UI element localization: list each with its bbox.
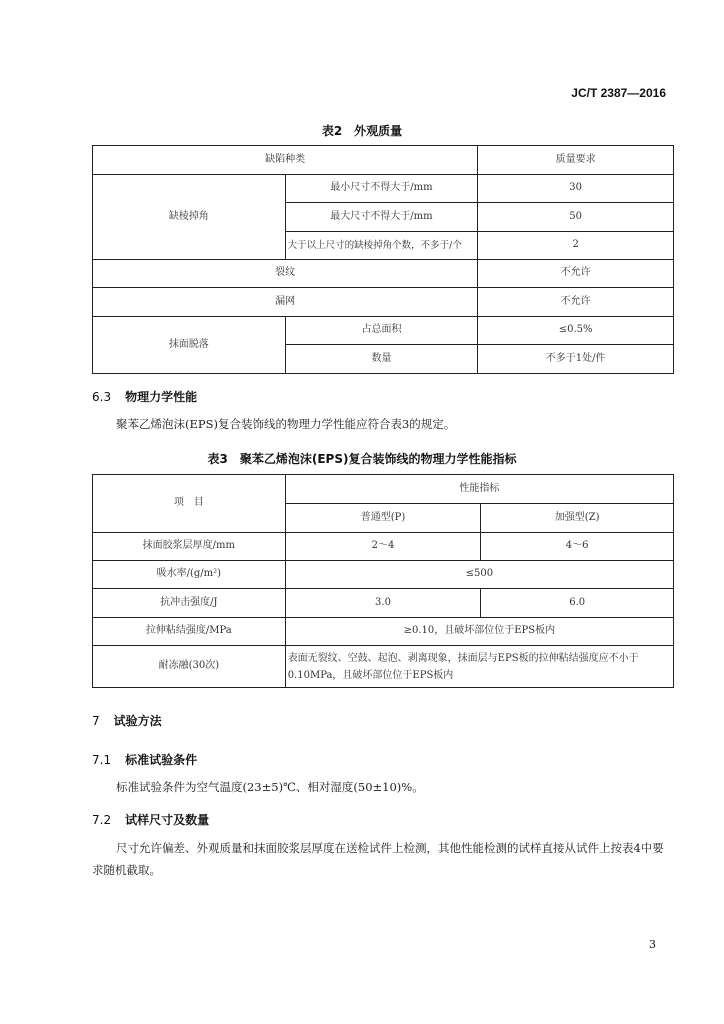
table-cell: ≥0.10，且破坏部位位于EPS板内 <box>285 618 673 646</box>
table-cell: ≤0.5% <box>478 317 674 345</box>
table-cell: 4～6 <box>481 533 674 561</box>
paragraph-7-2: 尺寸允许偏差、外观质量和抹面胶浆层厚度在送检试件上检测，其他性能检测的试样直接从试件上按表4中要求随机截取。 <box>92 841 664 877</box>
section-title: 物理力学性能 <box>125 390 198 404</box>
table-cell: 漏网 <box>93 288 478 317</box>
table-cell: 大于以上尺寸的缺棱掉角个数，不多于/个 <box>285 232 478 260</box>
table-cell: 缺棱掉角 <box>93 175 286 260</box>
table-header-cell: 项 目 <box>93 475 286 533</box>
table-header-cell: 普通型(P) <box>285 504 481 533</box>
table-cell: 2～4 <box>285 533 481 561</box>
table-cell: 最小尺寸不得大于/mm <box>285 175 478 203</box>
table-row <box>93 646 674 688</box>
table2-caption: 表2 外观质量 <box>321 124 403 138</box>
table-row <box>93 288 674 317</box>
table-cell: 不允许 <box>478 288 674 317</box>
page-number: 3 <box>649 938 656 951</box>
section-number: 7.2 <box>92 813 112 827</box>
table-cell: 数量 <box>285 345 478 374</box>
paragraph-7-1: 标准试验条件为空气温度(23±5)℃、相对湿度(50±10)%。 <box>116 780 424 794</box>
table-cell: 不多于1处/件 <box>478 345 674 374</box>
section-number: 7.1 <box>92 753 112 767</box>
table3-caption: 表3 聚苯乙烯泡沫(EPS)复合装饰线的物理力学性能指标 <box>207 452 517 466</box>
table-row <box>93 533 674 561</box>
table-cell: ≤500 <box>285 561 673 589</box>
section-7-1-heading <box>92 751 197 768</box>
section-title: 试样尺寸及数量 <box>125 813 210 827</box>
section-number: 6.3 <box>92 390 112 404</box>
section-7-heading <box>92 712 162 729</box>
table-row <box>93 317 674 345</box>
table-cell: 6.0 <box>481 589 674 618</box>
table-header-cell: 质量要求 <box>478 146 674 175</box>
table-row <box>93 260 674 288</box>
table-cell: 抗冲击强度/J <box>93 589 286 618</box>
table-cell: 不允许 <box>478 260 674 288</box>
table2-appearance-quality <box>92 145 674 374</box>
paragraph-6-3: 聚苯乙烯泡沫(EPS)复合装饰线的物理力学性能应符合表3的规定。 <box>116 417 456 431</box>
table-cell: 最大尺寸不得大于/mm <box>285 203 478 232</box>
table-header-cell: 缺陷种类 <box>93 146 478 175</box>
table-cell: 耐冻融(30次) <box>93 646 286 688</box>
standard-code: JC/T 2387—2016 <box>571 86 666 100</box>
table-row <box>93 618 674 646</box>
table-row <box>93 475 674 504</box>
table-row <box>93 146 674 175</box>
table-cell: 50 <box>478 203 674 232</box>
table-cell: 3.0 <box>285 589 481 618</box>
table-header-cell: 性能指标 <box>285 475 673 504</box>
table-cell: 吸水率/(g/m²) <box>93 561 286 589</box>
table-cell: 30 <box>478 175 674 203</box>
section-title: 标准试验条件 <box>125 753 198 767</box>
table-cell: 占总面积 <box>285 317 478 345</box>
table-row <box>93 561 674 589</box>
section-7-2-heading <box>92 811 209 828</box>
section-title: 试验方法 <box>113 714 162 728</box>
table-cell: 抹面脱落 <box>93 317 286 374</box>
table-cell: 拉伸粘结强度/MPa <box>93 618 286 646</box>
table-cell: 抹面胶浆层厚度/mm <box>93 533 286 561</box>
table-cell: 2 <box>478 232 674 260</box>
section-number: 7 <box>92 714 100 728</box>
table-row <box>93 589 674 618</box>
table-row <box>93 175 674 203</box>
table-cell: 裂纹 <box>93 260 478 288</box>
table-cell: 表面无裂纹、空鼓、起泡、剥离现象，抹面层与EPS板的拉伸粘结强度应不小于0.10MPa，且破坏部位位于EPS板内 <box>285 646 673 688</box>
section-6-3-heading <box>92 388 197 405</box>
table3-physical-properties <box>92 474 674 688</box>
table-header-cell: 加强型(Z) <box>481 504 674 533</box>
